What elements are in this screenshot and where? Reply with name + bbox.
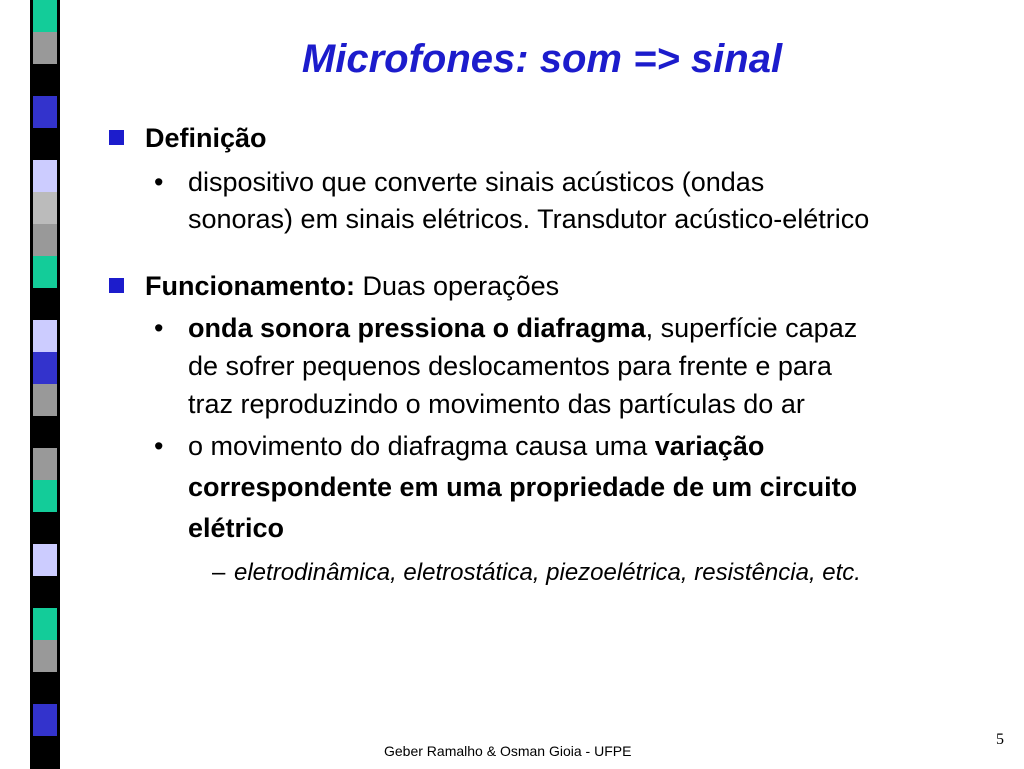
stripe-segment bbox=[30, 128, 60, 161]
bullet-dot-icon: • bbox=[154, 313, 164, 343]
bullet-item bbox=[154, 164, 765, 201]
stripe-segment bbox=[30, 160, 60, 193]
stripe-segment bbox=[30, 576, 60, 609]
stripe-segment bbox=[30, 192, 60, 225]
bullet-continuation bbox=[188, 386, 805, 423]
stripe-segment bbox=[30, 384, 60, 417]
stripe-segment bbox=[30, 288, 60, 321]
stripe-segment bbox=[30, 32, 60, 65]
stripe-segment bbox=[30, 64, 60, 97]
bullet-text: , superfície capaz bbox=[645, 313, 858, 343]
heading-text: Definição bbox=[145, 123, 267, 153]
bullet-continuation bbox=[188, 201, 869, 238]
stripe-segment bbox=[30, 0, 60, 33]
bullet-text: o movimento do diafragma causa uma bbox=[188, 431, 655, 461]
bullet-text: sonoras) em sinais elétricos. Transdutor acústico-elétrico bbox=[188, 204, 870, 234]
stripe-segment bbox=[30, 448, 60, 481]
stripe-segment bbox=[30, 320, 60, 353]
bullet-text: traz reproduzindo o movimento das partículas do ar bbox=[188, 389, 805, 419]
sub-bullet-item bbox=[212, 558, 861, 588]
bullet-bold-text: onda sonora pressiona o diafragma bbox=[188, 313, 646, 343]
square-bullet-icon bbox=[109, 130, 124, 145]
heading-rest-text: Duas operações bbox=[355, 271, 560, 301]
bullet-item bbox=[154, 428, 765, 465]
stripe-segment bbox=[30, 640, 60, 673]
stripe-segment bbox=[30, 512, 60, 545]
stripe-segment bbox=[30, 736, 60, 769]
dash-bullet-icon: – bbox=[212, 559, 226, 586]
stripe-segment bbox=[30, 256, 60, 289]
stripe-segment bbox=[30, 352, 60, 385]
bullet-bold-text: correspondente em uma propriedade de um circuito bbox=[188, 472, 858, 502]
stripe-segment bbox=[30, 96, 60, 129]
stripe-border-line bbox=[57, 0, 60, 768]
bullet-item bbox=[154, 310, 858, 347]
section-definicao-heading bbox=[145, 121, 267, 155]
stripe-segment bbox=[30, 480, 60, 513]
square-bullet-icon bbox=[109, 278, 124, 293]
stripe-segment bbox=[30, 672, 60, 705]
bullet-dot-icon: • bbox=[154, 167, 164, 197]
bullet-text: de sofrer pequenos deslocamentos para frente e para bbox=[188, 351, 832, 381]
bullet-text: dispositivo que converte sinais acústicos (ondas bbox=[188, 167, 765, 197]
stripe-segment bbox=[30, 224, 60, 257]
bullet-continuation bbox=[188, 469, 857, 506]
stripe-segment bbox=[30, 416, 60, 449]
stripe-segment bbox=[30, 544, 60, 577]
stripe-segment bbox=[30, 704, 60, 737]
slide-title: Microfones: som => sinal bbox=[301, 37, 783, 81]
bullet-continuation bbox=[188, 348, 832, 385]
bullet-continuation bbox=[188, 510, 284, 547]
bullet-bold-text: variação bbox=[654, 431, 765, 461]
bullet-bold-text: elétrico bbox=[188, 513, 285, 543]
sub-bullet-text: eletrodinâmica, eletrostática, piezoelétrica, resistência, etc. bbox=[234, 559, 861, 586]
stripe-border-line bbox=[30, 0, 33, 768]
section-funcionamento-heading bbox=[145, 269, 559, 303]
slide-footer: Geber Ramalho & Osman Gioia - UFPE bbox=[384, 743, 632, 759]
heading-bold-text: Funcionamento: bbox=[145, 271, 355, 301]
bullet-dot-icon: • bbox=[154, 431, 164, 461]
stripe-segment bbox=[30, 608, 60, 641]
decorative-stripe bbox=[30, 0, 60, 768]
page-number: 5 bbox=[996, 731, 1004, 748]
